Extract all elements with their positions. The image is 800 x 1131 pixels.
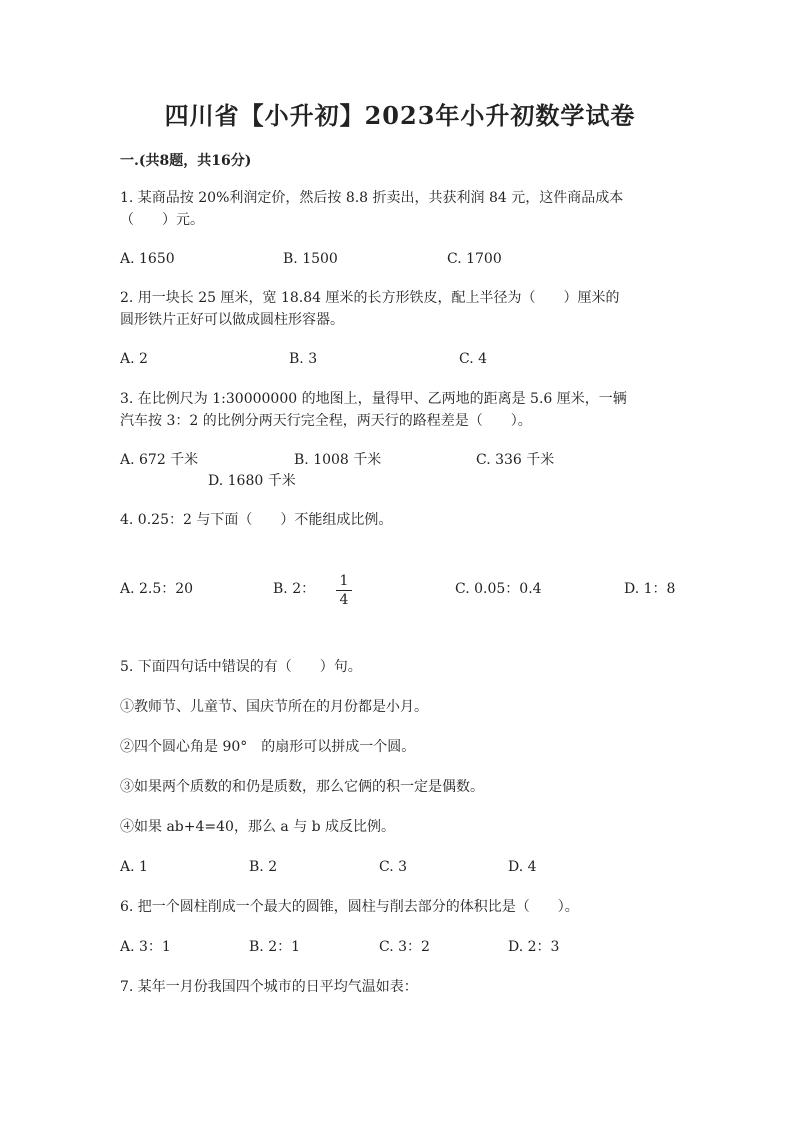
question-6-option-d: D. 2：3 — [508, 939, 560, 955]
question-5-option-d: D. 4 — [508, 859, 537, 875]
question-1-option-b: B. 1500 — [283, 251, 338, 267]
fraction-bar — [336, 590, 352, 591]
question-5-option-c: C. 3 — [379, 859, 408, 875]
question-3-option-d: D. 1680 千米 — [208, 473, 296, 489]
section-header: 一.(共8题，共16分) — [120, 153, 252, 169]
question-5-statement-3: ③如果两个质数的和仍是质数，那么它俩的积一定是偶数。 — [120, 779, 484, 795]
question-6-option-b: B. 2：1 — [249, 939, 301, 955]
question-1-option-c: C. 1700 — [447, 251, 502, 267]
question-5-option-b: B. 2 — [249, 859, 278, 875]
question-2-option-a: A. 2 — [120, 351, 148, 367]
question-5-statement-4: ④如果 ab+4=40，那么 a 与 b 成反比例。 — [120, 819, 396, 835]
question-4-option-c: C. 0.05：0.4 — [455, 581, 542, 597]
question-1-line-1: 1. 某商品按 20%利润定价，然后按 8.8 折卖出，共获利润 84 元，这件商品成本 — [120, 190, 624, 206]
question-6-option-c: C. 3：2 — [379, 939, 430, 955]
question-2-option-b: B. 3 — [289, 351, 318, 367]
question-6-option-a: A. 3：1 — [120, 939, 171, 955]
question-2-line-2: 圆形铁片正好可以做成圆柱形容器。 — [120, 312, 344, 328]
question-2-line-1: 2. 用一块长 25 厘米，宽 18.84 厘米的长方形铁皮，配上半径为（ ）厘米的 — [120, 290, 620, 306]
question-3-line-1: 3. 在比例尺为 1:30000000 的地图上，量得甲、乙两地的距离是 5.6 厘米，一辆 — [120, 391, 627, 407]
question-5-line-1: 5. 下面四句话中错误的有（ ）句。 — [120, 659, 362, 675]
question-3-option-b: B. 1008 千米 — [294, 452, 382, 468]
question-4-option-b: B. 2： — [273, 581, 316, 597]
question-4-line-1: 4. 0.25：2 与下面（ ）不能组成比例。 — [120, 512, 393, 528]
question-3-option-a: A. 672 千米 — [120, 452, 199, 468]
question-7-line-1: 7. 某年一月份我国四个城市的日平均气温如表： — [120, 979, 418, 995]
question-4-option-d: D. 1：8 — [624, 581, 676, 597]
question-5-option-a: A. 1 — [120, 859, 148, 875]
question-3-option-c: C. 336 千米 — [476, 452, 555, 468]
question-5-statement-1: ①教师节、儿童节、国庆节所在的月份都是小月。 — [120, 699, 428, 715]
question-3-line-2: 汽车按 3：2 的比例分两天行完全程，两天行的路程差是（ ）。 — [120, 413, 532, 429]
fraction-denominator: 4 — [339, 592, 349, 608]
question-6-line-1: 6. 把一个圆柱削成一个最大的圆锥，圆柱与削去部分的体积比是（ ）。 — [120, 899, 579, 915]
question-4-option-b-fraction — [336, 573, 352, 608]
question-4-option-a: A. 2.5：20 — [120, 581, 194, 597]
question-2-option-c: C. 4 — [459, 351, 488, 367]
page-title: 四川省【小升初】2023年小升初数学试卷 — [164, 101, 636, 130]
question-5-statement-2: ②四个圆心角是 90° 的扇形可以拼成一个圆。 — [120, 739, 416, 755]
question-1-option-a: A. 1650 — [120, 251, 175, 267]
question-1-line-2: （ ）元。 — [120, 212, 204, 228]
fraction-numerator: 1 — [339, 573, 349, 589]
